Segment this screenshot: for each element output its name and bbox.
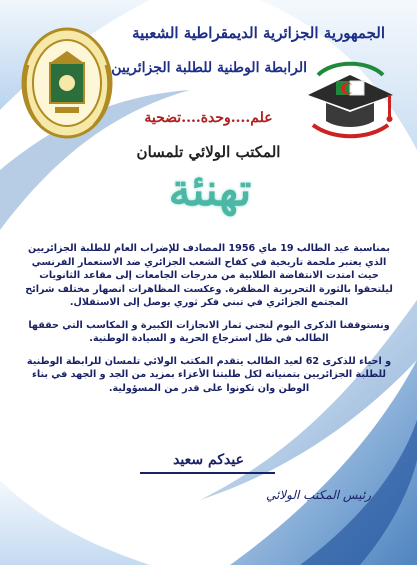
motto: علم....وحدة....تضحية bbox=[144, 110, 273, 126]
congratulations-title: تهنئة bbox=[168, 165, 252, 216]
letter-body bbox=[20, 242, 398, 404]
office-title: المكتب الولائي تلمسان bbox=[136, 143, 281, 161]
greeting: عيدكم سعيد bbox=[173, 452, 244, 468]
republic-heading: الجمهورية الجزائرية الديمقراطية الشعبية bbox=[132, 24, 385, 42]
league-heading: الرابطة الوطنية للطلبة الجزائريين bbox=[111, 60, 307, 76]
league-logo-emblem bbox=[298, 55, 403, 145]
paragraph-3: و احياء للذكرى 62 لعيد الطالب يتقدم المكتب الولائي تلمسان للرابطة الوطنية للطلبة الجزائريين بتمنياته لكل طلبتنا الأعزاء بمزيد من الجد و الجهد في بناء الوطن وان تكونوا على قدر من المسؤولية. bbox=[26, 355, 392, 394]
signature: رئيس المكتب الولائي bbox=[265, 488, 371, 502]
greeting-underline bbox=[140, 472, 275, 474]
paragraph-2: ونستوقفنا الذكرى اليوم لنجني ثمار الانجازات الكبيرة و المكاسب التي حققها الطالب في ظل استرجاع الحرية و السيادة الوطنية. bbox=[28, 319, 390, 344]
paragraph-1: بمناسبة عيد الطالب 19 ماي 1956 المصادف للإضراب العام للطلبة الجزائريين الذي يعتبر ملحمة تاريخية في كفاح الشعب الجزائري ضد الاستعمار الفرنسي حيث امتدت الانتفاضة الطلابية من مدرجات الجامعات إلى مقاعد الثانويات ليلتحقوا بالثورة التحريرية المظفرة. وعكست المظاهرات انصهار مختلف شرائح المجتمع الجزائري في تبني فكر ثوري يوصل إلى الاستقلال. bbox=[25, 243, 393, 308]
